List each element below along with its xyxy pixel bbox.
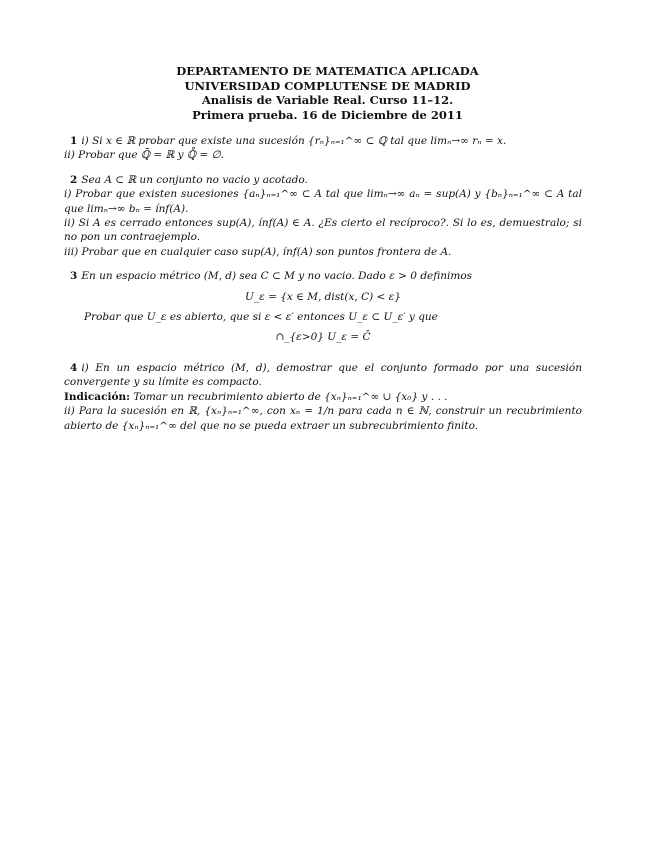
course-line: Analisis de Variable Real. Curso 11–12. — [201, 93, 454, 107]
problem-number: 4 — [70, 361, 78, 374]
problem-text: Probar que U_ε es abierto, que si ε < ε′ entonces U_ε ⊂ U_ε′ y que — [84, 311, 438, 324]
problem-text: ii) Para la sucesión en ℝ, {xₙ}ₙ₌₁^∞, con xₙ = 1/n para cada n ∈ ℕ, construir un recubrimiento abierto de {xₙ}ₙ₌₁^∞ del que no se pueda extraer un subrecubrimiento finito. — [64, 405, 582, 432]
hint-text: Tomar un recubrimiento abierto de {xₙ}ₙ₌₁^∞ ∪ {x₀} y . . . — [133, 390, 448, 403]
exam-header — [0, 64, 655, 122]
display-formula: ∩_{ε>0} U_ε = C̄ — [275, 331, 371, 344]
problem-text: i) Probar que existen sucesiones {aₙ}ₙ₌₁^∞ ⊂ A tal que limₙ→∞ aₙ = sup(A) y {bₙ}ₙ₌₁^∞ ⊂ A tal que limₙ→∞ bₙ = ínf(A). — [64, 188, 582, 215]
problem-number: 3 — [70, 270, 78, 283]
university-line: UNIVERSIDAD COMPLUTENSE DE MADRID — [184, 78, 471, 93]
problem-text: i) En un espacio métrico (M, d), demostrar que el conjunto formado por una sucesión convergente y su límite es compacto. — [64, 361, 582, 389]
problem-text: ii) Probar que ℚ̄ = ℝ y ℚ̊ = ∅. — [64, 149, 224, 162]
problem-number: 2 — [70, 173, 78, 186]
problem-3 — [64, 269, 582, 345]
problem-text: i) Si x ∈ ℝ probar que existe una sucesión {rₙ}ₙ₌₁^∞ ⊂ ℚ tal que limₙ→∞ rₙ = x. — [81, 135, 507, 147]
problem-text: iii) Probar que en cualquier caso sup(A), ínf(A) son puntos frontera de A. — [64, 245, 452, 258]
problem-number: 1 — [70, 135, 78, 147]
problem-1 — [64, 134, 582, 163]
display-formula: U_ε = {x ∈ M, dist(x, C) < ε} — [245, 290, 401, 303]
problem-4 — [64, 361, 582, 433]
exam-body — [64, 134, 582, 433]
problem-2 — [64, 173, 582, 259]
problem-text: ii) Si A es cerrado entonces sup(A), ínf(A) ∈ A. ¿Es cierto el recíproco?. Si lo es, demuestralo; si no pon un contraejemplo. — [64, 217, 582, 244]
hint-label: Indicación: — [64, 390, 130, 403]
exam-date-line: Primera prueba. 16 de Diciembre de 2011 — [192, 107, 463, 122]
department-line: DEPARTAMENTO DE MATEMATICA APLICADA — [176, 64, 479, 78]
problem-text: En un espacio métrico (M, d) sea C ⊂ M y no vacio. Dado ε > 0 definimos — [81, 270, 473, 283]
problem-text: Sea A ⊂ ℝ un conjunto no vacio y acotado. — [81, 173, 308, 186]
